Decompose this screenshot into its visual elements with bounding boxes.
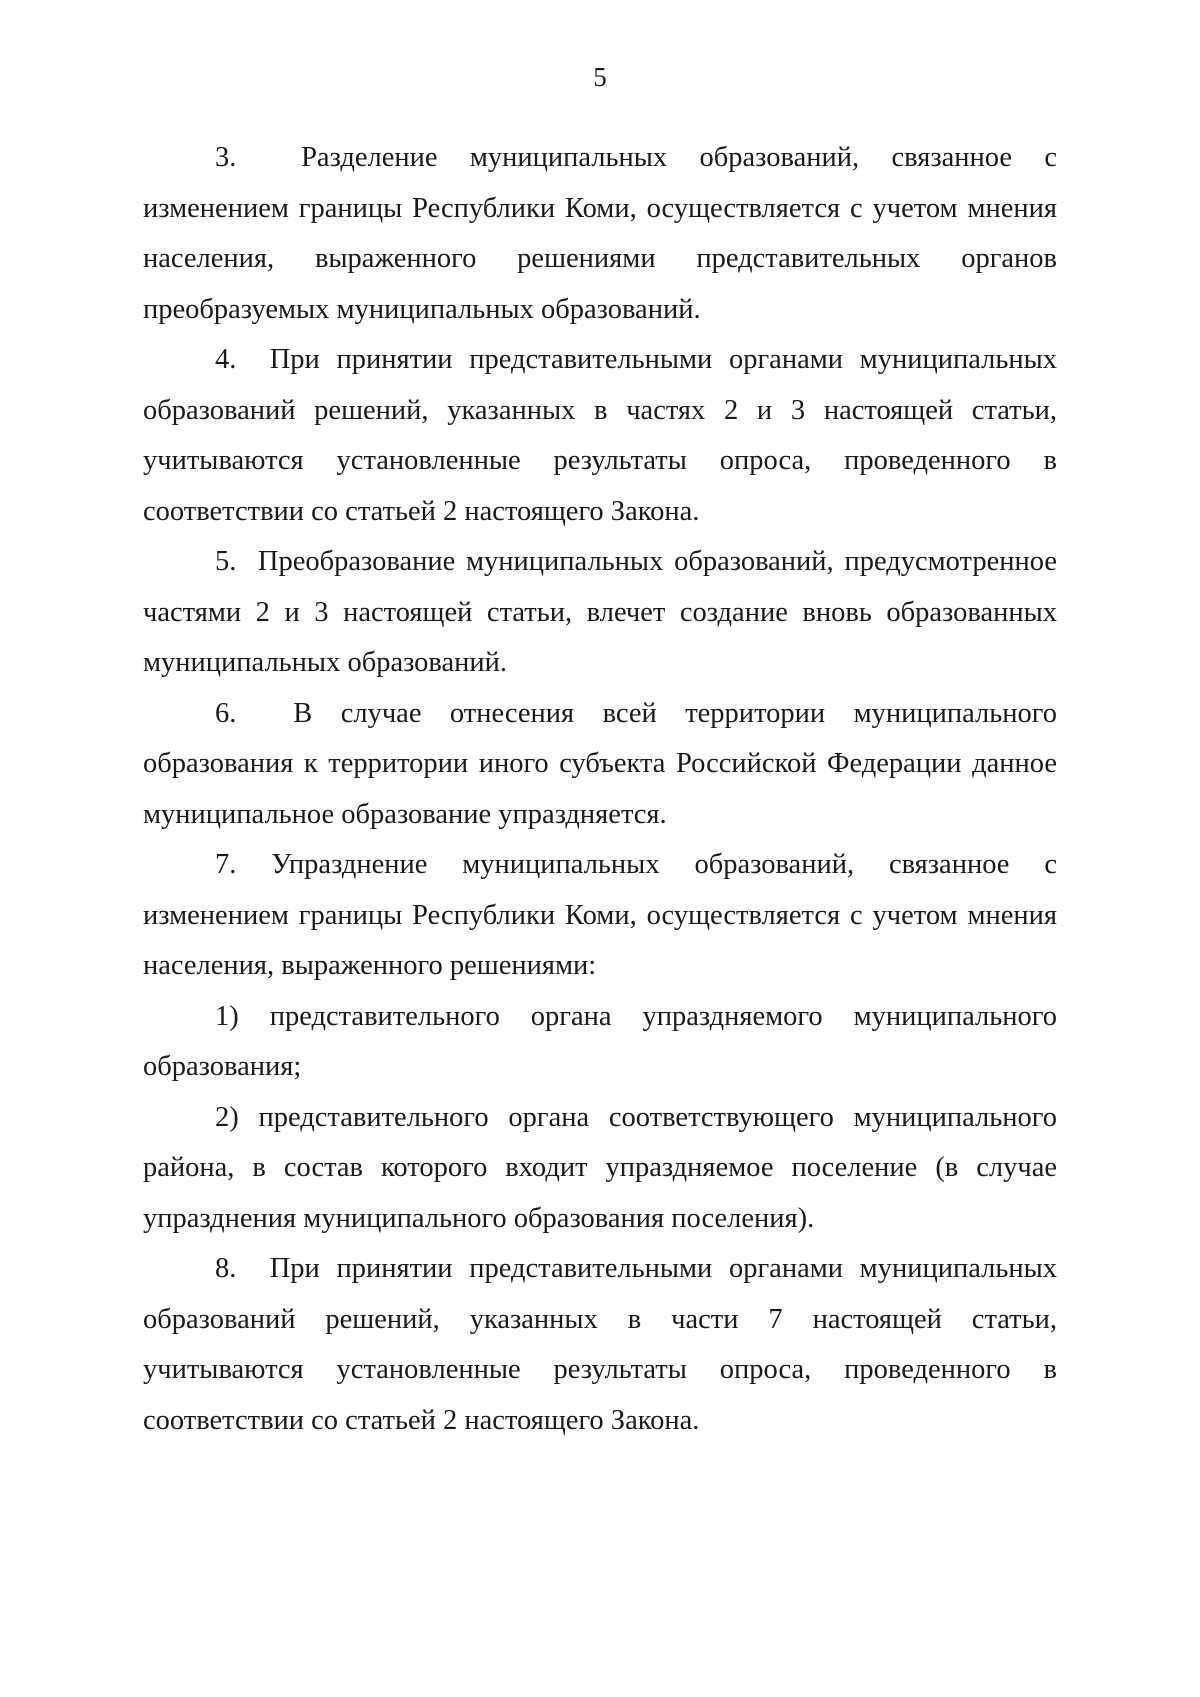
- paragraph-part-6: 6. В случае отнесения всей территории муниципального образования к территории иного субъекта Российской Федерации данное муниципальное образование упраздняется.: [143, 697, 1057, 830]
- paragraph-part-4: 4. При принятии представительными органами муниципальных образований решений, указанных в частях 2 и 3 настоящей статьи, учитываются установленные результаты опроса, проведенного в соответствии со статьей 2 настоящего Закона.: [143, 344, 1057, 527]
- paragraph-part-3: 3. Разделение муниципальных образований, связанное с изменением границы Республики Коми, осуществляется с учетом мнения населения, выраженного решениями представительных органов преобразуемых муниципальных образований.: [143, 142, 1057, 325]
- document-body: [143, 133, 1057, 1446]
- paragraph-part-5: 5. Преобразование муниципальных образований, предусмотренное частями 2 и 3 настоящей статьи, влечет создание вновь образованных муниципальных образований.: [143, 546, 1057, 678]
- paragraph-item-1: 1) представительного органа упраздняемого муниципального образования;: [143, 1000, 1057, 1082]
- paragraph-part-7: 7. Упразднение муниципальных образований, связанное с изменением границы Республики Коми, осуществляется с учетом мнения населения, выраженного решениями:: [143, 849, 1057, 981]
- page-number: 5: [593, 62, 607, 92]
- paragraph-item-2: 2) представительного органа соответствующего муниципального района, в состав которого входит упраздняемое поселение (в случае упразднения муниципального образования поселения).: [143, 1101, 1057, 1234]
- paragraph-part-8: 8. При принятии представительными органами муниципальных образований решений, указанных в части 7 настоящей статьи, учитываются установленные результаты опроса, проведенного в соответствии со статьей 2 настоящего Закона.: [143, 1253, 1057, 1436]
